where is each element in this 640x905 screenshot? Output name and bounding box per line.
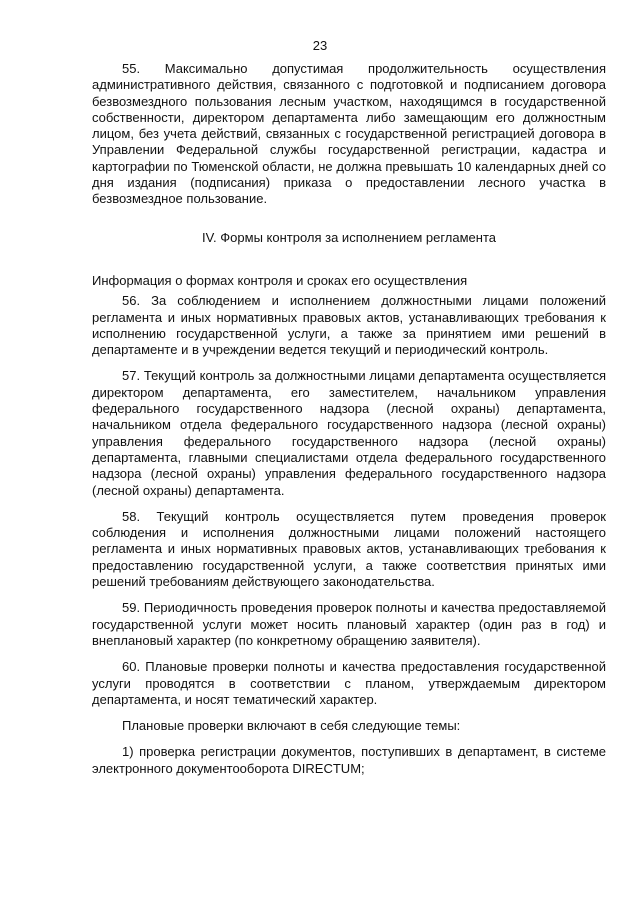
document-body [92,61,606,787]
paragraph-56: 56. За соблюдением и исполнением должностными лицами положений регламента и иных нормативных правовых актов, устанавливающих требования к исполнению государственной услуги, а также за принятием ими решений в департаменте и в учреждении ведется текущий и периодический контроль. [92,293,606,358]
paragraph-58: 58. Текущий контроль осуществляется путем проведения проверок соблюдения и исполнения должностными лицами положений настоящего регламента и иных нормативных правовых актов, устанавливающих требования к предоставлению государственной услуги, а также соответствия принятых ими решений требованиям действующего законодательства. [92,508,606,590]
paragraph-59: 59. Периодичность проведения проверок полноты и качества предоставляемой государственной услуги может носить плановый характер (один раз в год) и внеплановый характер (по конкретному обращению заявителя). [92,600,606,648]
subheading: Информация о формах контроля и сроках его осуществления [92,272,468,288]
paragraph-topic-1: 1) проверка регистрации документов, поступивших в департамент, в системе электронного документооборота DIRECTUM; [92,744,606,776]
paragraph-55: 55. Максимально допустимая продолжительность осуществления административного действия, связанного с подготовкой и подписанием договора безвозмездного пользования лесным участком, находящимся в государственной собственности, директором департамента либо замещающим его должностным лицом, без учета действий, связанных с государственной регистрацией договора в Управлении Федеральной службы государственной регистрации, кадастра и картографии по Тюменской области, не должна превышать 10 календарных дней со дня издания (подписания) приказа о предоставлении лесного участка в безвозмездное пользование. [92,61,606,207]
paragraph-57: 57. Текущий контроль за должностными лицами департамента осуществляется директором департамента, его заместителем, начальником управления федерального государственного надзора (лесной охраны) департамента, начальником отдела федерального государственного надзора (лесной охраны) управления федерального государственного надзора (лесной охраны) департамента, главными специалистами отдела федерального государственного надзора (лесной охраны) управления федерального государственного надзора (лесной охраны) департамента. [92,368,606,498]
page-number: 23 [312,38,328,53]
section-heading: IV. Формы контроля за исполнением регламента [201,229,497,245]
paragraph-topics-intro: Плановые проверки включают в себя следующие темы: [122,718,461,734]
paragraph-60: 60. Плановые проверки полноты и качества предоставления государственной услуги проводятся в соответствии с планом, утверждаемым директором департамента, и носят тематический характер. [92,659,606,707]
